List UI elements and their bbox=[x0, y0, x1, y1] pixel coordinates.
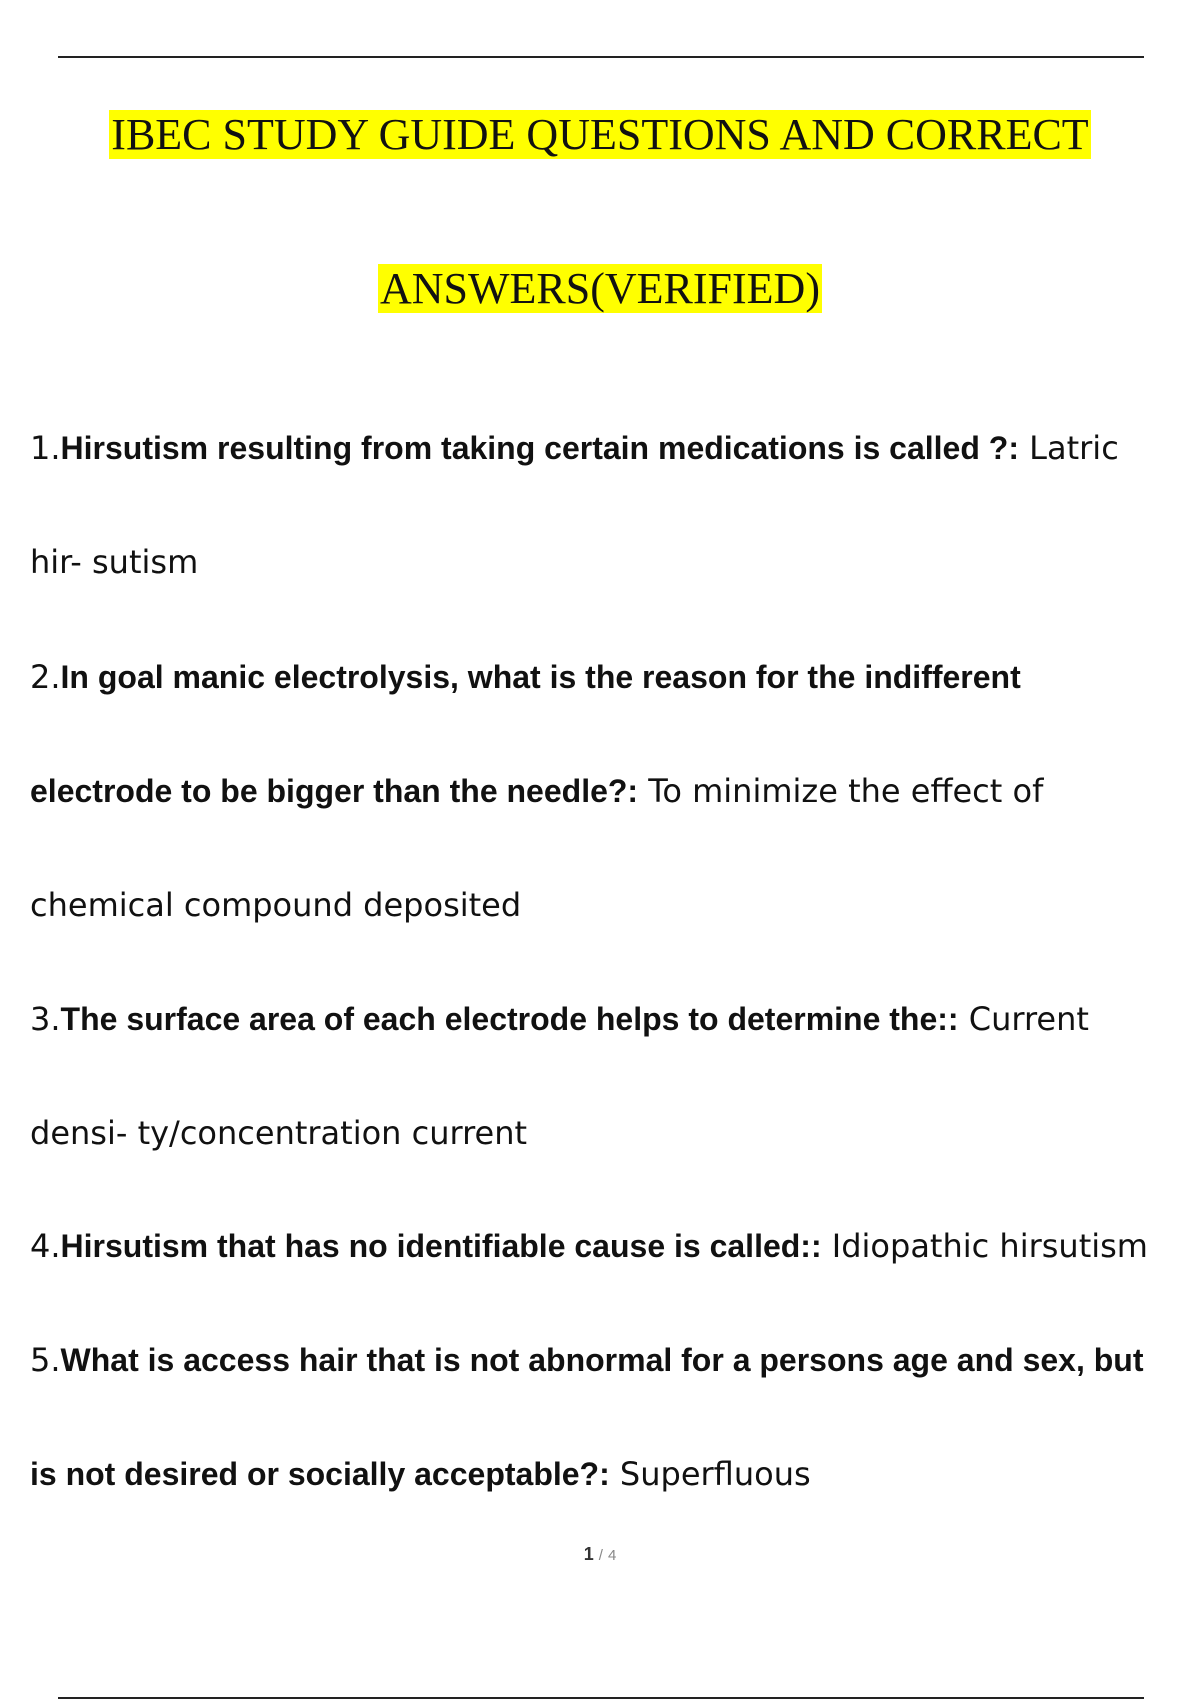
qa-item-2-line-1 bbox=[30, 620, 1170, 734]
top-rule bbox=[58, 56, 1144, 58]
title-highlight-1: IBEC STUDY GUIDE QUESTIONS AND CORRECT bbox=[111, 110, 1089, 159]
question-text: In goal manic electrolysis, what is the reason for the indifferent bbox=[60, 659, 1021, 695]
page-current: 1 bbox=[583, 1544, 594, 1564]
bottom-rule bbox=[58, 1697, 1144, 1699]
qa-item-4-line-1 bbox=[30, 1189, 1170, 1303]
qa-item-2 bbox=[30, 620, 1170, 962]
item-number: 3. bbox=[30, 1000, 61, 1038]
page-indicator bbox=[0, 1544, 1200, 1565]
answer-text-continued: densi- ty/concentration current bbox=[30, 1114, 528, 1152]
page-separator: / bbox=[598, 1547, 603, 1564]
question-text: Hirsutism resulting from taking certain medications is called ?: bbox=[60, 430, 1019, 466]
question-text: Hirsutism that has no identifiable cause is called:: bbox=[60, 1228, 822, 1264]
qa-item-2-line-2 bbox=[30, 734, 1170, 848]
question-text: What is access hair that is not abnormal for a persons age and sex, but bbox=[60, 1342, 1144, 1378]
item-number: 2. bbox=[30, 658, 61, 696]
qa-item-1-line-2 bbox=[30, 505, 1170, 619]
item-number: 1. bbox=[30, 429, 61, 467]
question-text: The surface area of each electrode helps to determine the:: bbox=[60, 1001, 959, 1037]
qa-item-1 bbox=[30, 391, 1170, 619]
qa-item-3 bbox=[30, 962, 1170, 1190]
qa-item-5-line-2 bbox=[30, 1417, 1170, 1531]
qa-item-2-line-3 bbox=[30, 848, 1170, 962]
title-highlight-2: ANSWERS(VERIFIED) bbox=[380, 264, 820, 313]
page-total: 4 bbox=[607, 1547, 617, 1564]
qa-item-3-line-2 bbox=[30, 1076, 1170, 1190]
qa-item-5-line-1 bbox=[30, 1303, 1170, 1417]
document-title-line-1 bbox=[0, 110, 1200, 160]
answer-text: Idiopathic hirsutism bbox=[831, 1227, 1148, 1265]
qa-item-5 bbox=[30, 1303, 1170, 1531]
document-title-line-2 bbox=[0, 264, 1200, 314]
answer-text: Superfluous bbox=[619, 1455, 811, 1493]
answer-text: To minimize the effect of bbox=[648, 772, 1044, 810]
qa-item-1-line-1 bbox=[30, 391, 1170, 505]
item-number: 4. bbox=[30, 1227, 61, 1265]
qa-item-4 bbox=[30, 1189, 1170, 1303]
question-text-continued: electrode to be bigger than the needle?: bbox=[30, 773, 639, 809]
answer-text-continued: chemical compound deposited bbox=[30, 886, 522, 924]
answer-text: Current bbox=[968, 1000, 1089, 1038]
question-text-continued: is not desired or socially acceptable?: bbox=[30, 1456, 610, 1492]
qa-item-3-line-1 bbox=[30, 962, 1170, 1076]
answer-text: Latric bbox=[1029, 429, 1119, 467]
answer-text-continued: hir- sutism bbox=[30, 543, 199, 581]
item-number: 5. bbox=[30, 1341, 61, 1379]
